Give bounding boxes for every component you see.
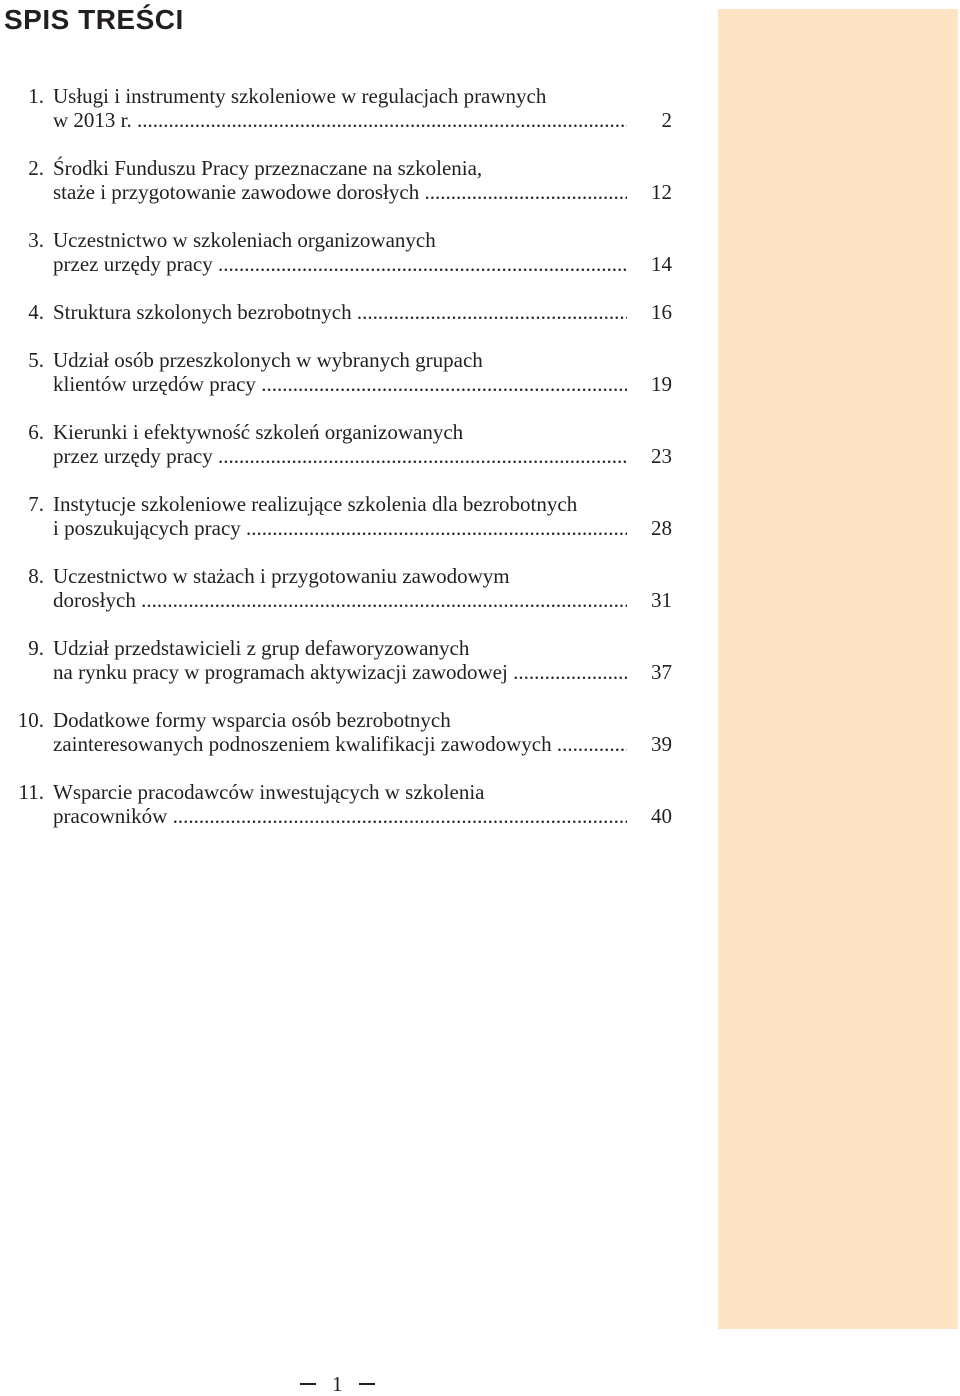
- toc-entry-number: 9.: [28, 636, 44, 660]
- toc-entry-last-line: [53, 180, 627, 204]
- toc-entry-last-line: [53, 516, 627, 540]
- toc-entry: [0, 420, 690, 468]
- toc-entry-title-line: Udział przedstawicieli z grup defaworyzowanych: [53, 636, 470, 660]
- toc-entry-title: [53, 228, 627, 276]
- dot-leader: [513, 660, 627, 684]
- toc-entry-title: [53, 348, 627, 396]
- dot-leader: [218, 252, 627, 276]
- toc-entry-title-line: Wsparcie pracodawców inwestujących w szkolenia: [53, 780, 485, 804]
- toc-entry-title: [53, 84, 627, 132]
- toc-entry-title: [53, 420, 627, 468]
- toc-entry-title: [53, 492, 627, 540]
- toc-entry: [0, 300, 690, 324]
- toc-entry-title-line: dorosłych: [53, 588, 142, 612]
- table-of-contents: [0, 84, 690, 852]
- toc-entry-number: 6.: [28, 420, 44, 444]
- toc-entry-last-line: [53, 252, 627, 276]
- toc-entry-number: 7.: [28, 492, 44, 516]
- toc-entry-number: 10.: [17, 708, 44, 732]
- footer-dash-left: [300, 1383, 316, 1385]
- toc-entry-page-number: 31: [651, 588, 672, 612]
- toc-entry-page-number: 39: [651, 732, 672, 756]
- dot-leader: [173, 804, 627, 828]
- toc-entry-title-line: Uczestnictwo w stażach i przygotowaniu zawodowym: [53, 564, 510, 588]
- toc-entry-title-line: przez urzędy pracy: [53, 444, 218, 468]
- toc-entry-number: 5.: [28, 348, 44, 372]
- toc-entry-last-line: [53, 732, 627, 756]
- toc-entry-page-number: 14: [651, 252, 672, 276]
- toc-entry-page-number: 40: [651, 804, 672, 828]
- toc-entry-page-number: 12: [651, 180, 672, 204]
- toc-entry-title-line: klientów urzędów pracy: [53, 372, 262, 396]
- dot-leader: [246, 516, 627, 540]
- toc-entry-title: [53, 636, 627, 684]
- toc-entry-number: 11.: [18, 780, 44, 804]
- toc-entry: [0, 156, 690, 204]
- toc-entry-title-line: Instytucje szkoleniowe realizujące szkolenia dla bezrobotnych: [53, 492, 578, 516]
- toc-entry-title: [53, 564, 627, 612]
- toc-entry-number: 4.: [28, 300, 44, 324]
- toc-entry-last-line: [53, 372, 627, 396]
- toc-entry-number: 3.: [28, 228, 44, 252]
- toc-entry-page-number: 23: [651, 444, 672, 468]
- toc-entry: [0, 780, 690, 828]
- toc-entry-title: [53, 780, 627, 828]
- toc-entry-title-line: pracowników: [53, 804, 173, 828]
- toc-entry: [0, 492, 690, 540]
- dot-leader: [557, 732, 627, 756]
- dot-leader: [424, 180, 627, 204]
- toc-entry-page-number: 28: [651, 516, 672, 540]
- toc-entry-title-line: Struktura szkolonych bezrobotnych: [53, 300, 357, 324]
- toc-entry-title-line: Udział osób przeszkolonych w wybranych grupach: [53, 348, 483, 372]
- toc-entry-title-line: staże i przygotowanie zawodowe dorosłych: [53, 180, 425, 204]
- toc-entry-title: [53, 300, 627, 324]
- dot-leader: [137, 108, 627, 132]
- toc-entry-title-line: Dodatkowe formy wsparcia osób bezrobotnych: [53, 708, 451, 732]
- toc-entry-last-line: [53, 660, 627, 684]
- toc-entry-last-line: [53, 804, 627, 828]
- toc-entry-title-line: Środki Funduszu Pracy przeznaczane na szkolenia,: [53, 156, 483, 180]
- toc-entry-title-line: Kierunki i efektywność szkoleń organizowanych: [53, 420, 464, 444]
- toc-entry-title-line: zainteresowanych podnoszeniem kwalifikacji zawodowych: [53, 732, 557, 756]
- page-title: SPIS TREŚCI: [4, 4, 184, 35]
- dot-leader: [141, 588, 627, 612]
- toc-entry: [0, 348, 690, 396]
- toc-entry-page-number: 16: [651, 300, 672, 324]
- dot-leader: [261, 372, 627, 396]
- toc-entry: [0, 228, 690, 276]
- toc-entry-title-line: Usługi i instrumenty szkoleniowe w regulacjach prawnych: [53, 84, 547, 108]
- toc-entry: [0, 84, 690, 132]
- toc-entry-last-line: [53, 444, 627, 468]
- toc-entry-number: 8.: [28, 564, 44, 588]
- toc-entry: [0, 708, 690, 756]
- decorative-sidebar-panel: [718, 9, 958, 1329]
- page-footer: [300, 1372, 375, 1396]
- toc-entry-page-number: 2: [661, 108, 672, 132]
- dot-leader: [218, 444, 627, 468]
- toc-entry-title-line: Uczestnictwo w szkoleniach organizowanych: [53, 228, 436, 252]
- toc-entry-title: [53, 708, 627, 756]
- dot-leader: [357, 300, 627, 324]
- toc-entry-page-number: 19: [651, 372, 672, 396]
- toc-entry-title: [53, 156, 627, 204]
- toc-entry-title-line: w 2013 r.: [53, 108, 137, 132]
- toc-entry-number: 2.: [28, 156, 44, 180]
- toc-entry-number: 1.: [28, 84, 44, 108]
- toc-entry-last-line: [53, 588, 627, 612]
- toc-entry-page-number: 37: [651, 660, 672, 684]
- toc-entry-title-line: przez urzędy pracy: [53, 252, 218, 276]
- toc-entry-last-line: [53, 108, 627, 132]
- toc-entry-title-line: i poszukujących pracy: [53, 516, 247, 540]
- toc-entry: [0, 564, 690, 612]
- footer-dash-right: [359, 1383, 375, 1385]
- toc-entry-last-line: [53, 300, 627, 324]
- toc-entry: [0, 636, 690, 684]
- footer-page-number: 1: [332, 1372, 343, 1396]
- toc-entry-title-line: na rynku pracy w programach aktywizacji zawodowej: [53, 660, 514, 684]
